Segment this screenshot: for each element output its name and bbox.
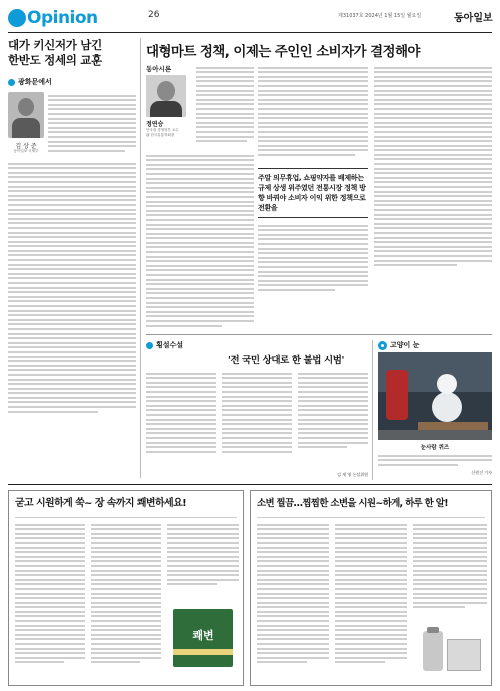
ad-2-headline: 소변 찔끔…찜찜한 소변을 시원~하게, 하루 한 알! bbox=[257, 498, 448, 509]
ad-2-product-image bbox=[419, 627, 483, 673]
photo-caption-credit: 신원건 기자 bbox=[471, 470, 492, 475]
ad-1-headline: 굳고 시원하게 쑥~ 장 속까지 쾌변하세요! bbox=[15, 498, 187, 509]
ad-1-product-label: 쾌변 bbox=[192, 629, 214, 642]
ad-2 bbox=[250, 490, 492, 686]
column-title: 동아시론 bbox=[146, 65, 172, 73]
left-column bbox=[8, 38, 136, 478]
ad-2-bottle bbox=[423, 631, 443, 671]
photo-caption-text bbox=[378, 452, 492, 468]
left-article-text bbox=[8, 160, 136, 415]
essay-title: '전 국민 상대로 한 불법 시범' bbox=[227, 355, 345, 366]
left-article-text-upper bbox=[48, 92, 136, 154]
issue-info: 제31037호 2024년 1월 15일 월요일 bbox=[338, 13, 422, 19]
main-article-bottom-rule bbox=[146, 334, 492, 335]
left-headline-line2: 한반도 정세의 교훈 bbox=[8, 53, 102, 67]
ad-2-col3 bbox=[413, 521, 487, 611]
main-author-block bbox=[146, 64, 192, 144]
ad-1-product-box bbox=[173, 609, 233, 667]
main-author-name: 정연승 bbox=[146, 121, 164, 128]
main-author-title: 단국대 경영학부 교수 bbox=[146, 128, 179, 132]
ad-1-rule bbox=[15, 517, 237, 518]
left-headline bbox=[8, 38, 136, 68]
photo-section-name: 고양이 눈 bbox=[390, 341, 420, 349]
main-author-sub: 前 한국유통학회장 bbox=[146, 133, 175, 137]
photo-caption-title: 눈사람 퀴즈 bbox=[420, 445, 450, 451]
left-headline-line1: 대가 키신저가 남긴 bbox=[8, 38, 102, 52]
main-article-col2 bbox=[258, 64, 368, 158]
page-number: 26 bbox=[148, 10, 160, 20]
author-photo-head bbox=[18, 98, 34, 116]
pullquote bbox=[258, 168, 368, 218]
ad-1-col3 bbox=[167, 521, 239, 588]
essay-bullet-icon bbox=[146, 342, 153, 349]
ad-2-rule bbox=[257, 517, 485, 518]
essay-section-label bbox=[146, 340, 183, 350]
main-article-col1 bbox=[146, 152, 254, 329]
photo-snowman-body bbox=[432, 392, 462, 422]
ad-1-product-stripe bbox=[173, 649, 233, 655]
essay-col1 bbox=[146, 370, 216, 455]
ad-2-box bbox=[447, 639, 481, 671]
ad-2-bottle-cap bbox=[427, 627, 439, 633]
author-name: 김 상 준 bbox=[15, 143, 37, 150]
photo-floor bbox=[378, 430, 492, 440]
essay-author: 김 재 영 논설위원 bbox=[337, 472, 368, 477]
photo-snowman-head bbox=[437, 374, 457, 394]
pullquote-text: 주말 의무휴업, 쇼핑약자를 배제하는 규제 상생 위주였던 전통시장 정책 방향 바꿔야 소비자 이익 위한 정책으로 전환을 bbox=[258, 174, 366, 212]
left-byline-section bbox=[8, 76, 136, 88]
section-name: 광화문에서 bbox=[18, 78, 52, 86]
photo-section-label bbox=[378, 340, 420, 350]
snowman-photo bbox=[378, 352, 492, 440]
essay-col3 bbox=[298, 370, 368, 451]
opinion-o-icon bbox=[8, 9, 26, 27]
main-article-col1-upper bbox=[196, 64, 254, 145]
essay-section-name: 횡설수설 bbox=[156, 341, 184, 349]
main-article-col3 bbox=[374, 64, 492, 269]
essay-photo-divider bbox=[372, 340, 373, 480]
opinion-label-text: Opinion bbox=[27, 8, 98, 28]
ad-2-col1 bbox=[257, 521, 329, 666]
author-photo bbox=[8, 92, 44, 138]
main-article-title: 대형마트 정책, 이제는 주인인 소비자가 결정해야 bbox=[146, 44, 420, 60]
main-article-col2-lower bbox=[258, 222, 368, 294]
ad-1 bbox=[8, 490, 244, 686]
photo-red-object bbox=[386, 370, 408, 420]
masthead-logo: 동아일보 bbox=[454, 13, 493, 24]
section-bullet-icon bbox=[8, 79, 15, 86]
author-photo-body bbox=[12, 118, 40, 138]
left-column-divider bbox=[140, 38, 141, 478]
opinion-section-label bbox=[8, 6, 98, 30]
ad-2-col2 bbox=[335, 521, 407, 666]
editorial-bottom-rule bbox=[8, 484, 492, 485]
photo-bench bbox=[418, 422, 488, 430]
essay-col2 bbox=[222, 370, 292, 455]
photo-eye-icon bbox=[378, 341, 387, 350]
main-author-photo bbox=[146, 75, 186, 117]
ad-1-col1 bbox=[15, 521, 85, 666]
header-rule bbox=[8, 32, 492, 33]
page-header bbox=[8, 6, 492, 32]
author-title: 동아일보 국제부 bbox=[13, 149, 39, 153]
ad-1-col2 bbox=[91, 521, 161, 666]
